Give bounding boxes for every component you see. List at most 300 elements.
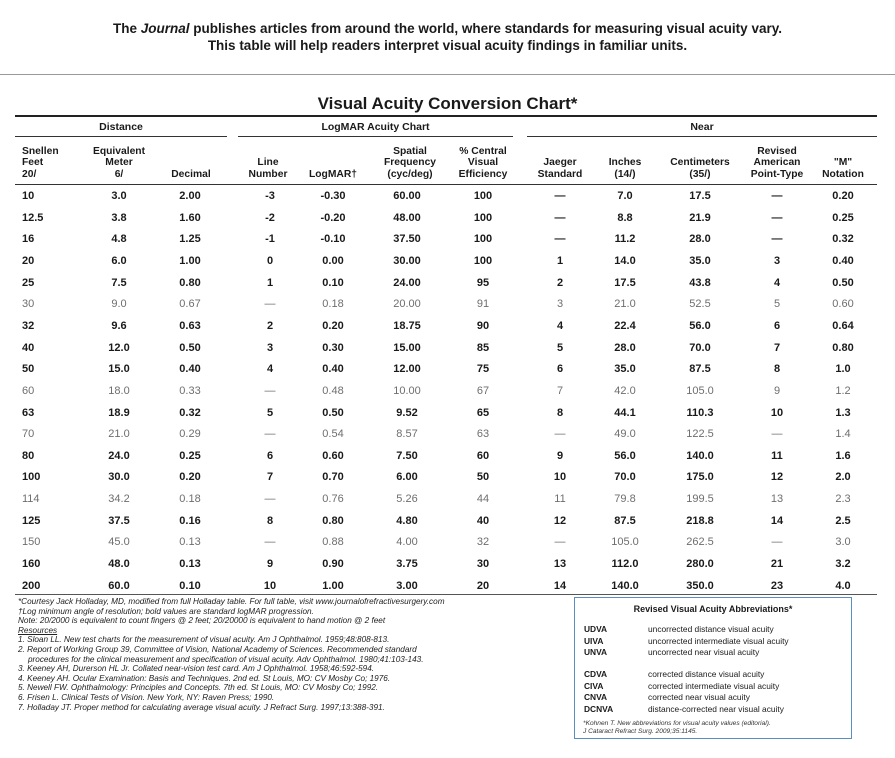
table-cell: 12 xyxy=(553,514,567,527)
table-cell: 9 xyxy=(556,449,564,462)
table-cell: 12.5 xyxy=(22,211,44,224)
table-cell: 0.25 xyxy=(832,211,854,224)
table-cell: 67 xyxy=(476,384,490,397)
table-cell: 3.2 xyxy=(835,558,851,571)
title-rule xyxy=(15,115,877,117)
table-cell: 0.29 xyxy=(179,428,201,441)
table-cell: 60 xyxy=(22,384,35,397)
table-cell: 2.00 xyxy=(179,190,201,202)
table-cell: 17.5 xyxy=(614,276,636,289)
table-cell: 79.8 xyxy=(614,493,636,506)
table-cell: 23 xyxy=(770,579,784,592)
table-cell: 175.0 xyxy=(686,471,714,484)
table-cell: 15.00 xyxy=(393,341,421,354)
table-cell: 5.26 xyxy=(396,493,418,506)
table-cell: 0.40 xyxy=(832,254,854,267)
table-cell: -0.10 xyxy=(320,233,346,246)
column-header-line: Revised xyxy=(757,145,797,157)
table-cell: 10 xyxy=(263,579,277,592)
table-cell: 87.5 xyxy=(689,363,711,376)
table-cell: — xyxy=(771,428,783,441)
intro-line-1 xyxy=(0,20,895,37)
table-cell: 0.63 xyxy=(179,319,201,332)
table-cell: 91 xyxy=(476,298,490,311)
table-cell: 4.8 xyxy=(111,233,127,246)
table-cell: 18.0 xyxy=(108,384,130,397)
table-cell: 45.0 xyxy=(108,536,130,549)
table-cell: 350.0 xyxy=(686,579,714,592)
table-cell: 100 xyxy=(473,190,493,202)
table-cell: 8.8 xyxy=(617,211,633,224)
table-cell: 63 xyxy=(22,406,35,419)
table-cell: 140.0 xyxy=(611,579,639,592)
group-logmar: LogMAR Acuity Chart xyxy=(321,121,430,133)
table-cell: 1.60 xyxy=(179,211,201,224)
table-cell: 4 xyxy=(266,363,274,376)
table-cell: 7 xyxy=(773,341,781,354)
column-header-line: (14/) xyxy=(614,168,636,180)
intro-line-1-end: publishes articles from around the world, where standards for measuring visual acuity vary. xyxy=(189,21,782,36)
table-cell: — xyxy=(554,428,566,441)
table-cell: 21.0 xyxy=(614,298,636,311)
group-rule-near xyxy=(527,136,877,137)
table-cell: 3.0 xyxy=(111,190,127,202)
table-cell: 125 xyxy=(22,514,41,527)
table-cell: 0.13 xyxy=(179,558,201,571)
table-cell: 37.5 xyxy=(108,514,130,527)
abbreviation-row xyxy=(584,669,844,680)
table-cell: 0.00 xyxy=(322,254,344,267)
table-cell: 28.0 xyxy=(689,233,711,246)
table-cell: 4.80 xyxy=(396,514,418,527)
column-header-line: "M" xyxy=(833,157,853,168)
column-header-line: American xyxy=(753,157,801,168)
abbreviations-footnote-line-1: *Kohnen T. New abbreviations for visual acuity values (editorial). xyxy=(583,720,771,727)
table-cell: 43.8 xyxy=(689,276,711,289)
column-header xyxy=(22,146,59,181)
abbreviation-code: UIVA xyxy=(584,635,604,646)
table-cell: 4 xyxy=(773,276,781,289)
table-cell: 0.48 xyxy=(322,384,344,397)
abbreviation-description: uncorrected distance visual acuity xyxy=(648,624,774,634)
table-cell: 0.60 xyxy=(832,298,854,311)
table-cell: 60.0 xyxy=(108,579,130,592)
column-header-line: Meter xyxy=(105,157,133,168)
table-cell: 0.20 xyxy=(832,190,854,202)
table-cell: — xyxy=(264,384,276,397)
table-cell: 13 xyxy=(553,558,567,571)
table-cell: 9.6 xyxy=(111,319,127,332)
table-cell: 1.00 xyxy=(179,254,201,267)
table-cell: 30.00 xyxy=(393,254,421,267)
table-cell: 160 xyxy=(22,558,41,571)
column-header-line: (35/) xyxy=(689,168,711,180)
footnote-line: procedures for the clinical measurement and specification of visual acuity. Adv Ophthalmol. 1980;41:103-143. xyxy=(28,654,424,664)
table-cell: 24.00 xyxy=(393,276,421,289)
table-cell: 18.75 xyxy=(393,319,421,332)
table-cell: 7 xyxy=(266,471,274,484)
table-cell: 6.00 xyxy=(396,471,418,484)
table-cell: 4.0 xyxy=(835,579,851,592)
column-header-line: (cyc/deg) xyxy=(387,168,433,180)
table-cell: 114 xyxy=(22,493,40,506)
column-header-line: 6/ xyxy=(114,168,124,180)
column-header-line: LogMAR† xyxy=(308,168,358,180)
table-cell: 56.0 xyxy=(614,449,636,462)
table-cell: 0.67 xyxy=(179,298,201,311)
table-cell: 1.00 xyxy=(322,579,344,592)
column-header-line: Standard xyxy=(537,168,583,180)
table-cell: 6.0 xyxy=(111,254,127,267)
table-cell: 100 xyxy=(473,254,493,267)
table-cell: 0.50 xyxy=(322,406,344,419)
footnote-line: 6. Frisen L. Clinical Tests of Vision. New York, NY: Raven Press; 1990. xyxy=(18,692,275,702)
table-cell: 87.5 xyxy=(614,514,636,527)
table-cell: 24.0 xyxy=(108,449,130,462)
table-cell: 2 xyxy=(266,319,274,332)
table-cell: 15.0 xyxy=(108,363,130,376)
table-cell: 11 xyxy=(554,493,566,506)
table-cell: 10 xyxy=(770,406,784,419)
table-cell: 30.0 xyxy=(108,471,130,484)
table-cell: 0.10 xyxy=(322,276,344,289)
intro-line-2: This table will help readers interpret visual acuity findings in familiar units. xyxy=(207,38,688,53)
table-cell: 5 xyxy=(773,298,781,311)
column-header-line: Equivalent xyxy=(92,145,146,157)
footnote-line: 7. Holladay JT. Proper method for calculating average visual acuity. J Refract Surg. 1997;13:388-391. xyxy=(18,702,385,712)
footnotes xyxy=(18,597,568,712)
column-header-line: Line xyxy=(257,157,279,168)
table-cell: 4 xyxy=(556,319,564,332)
column-header-line: Visual xyxy=(467,157,499,168)
table-cell: 9 xyxy=(773,384,781,397)
table-cell: 0.32 xyxy=(832,233,854,246)
group-rule-logmar xyxy=(238,136,513,137)
table-cell: -2 xyxy=(265,211,275,224)
table-cell: 2 xyxy=(556,276,564,289)
table-cell: 30 xyxy=(476,558,490,571)
footnote-line: 3. Keeney AH, Durerson HL Jr. Collated near-vision test card. Am J Ophthalmol. 1958;46:592-594. xyxy=(18,664,375,674)
column-header-line: Inches xyxy=(608,157,642,168)
table-cell: 4.00 xyxy=(396,536,418,549)
table-cell: 0.25 xyxy=(179,449,201,462)
table-cell: 44.1 xyxy=(614,406,636,419)
table-bottom-rule xyxy=(15,594,877,595)
table-cell: 40 xyxy=(22,341,35,354)
abbreviation-row xyxy=(584,624,844,635)
table-cell: 9.52 xyxy=(396,406,418,419)
table-cell: 70.0 xyxy=(689,341,711,354)
table-cell: 25 xyxy=(22,276,35,289)
group-near: Near xyxy=(690,121,714,133)
table-cell: 95 xyxy=(476,276,490,289)
abbreviation-row xyxy=(584,704,844,715)
table-cell: 0.64 xyxy=(832,319,854,332)
table-cell: — xyxy=(771,536,783,549)
table-cell: 40 xyxy=(476,514,490,527)
table-cell: 3.8 xyxy=(111,211,127,224)
abbreviation-description: corrected intermediate visual acuity xyxy=(648,680,780,691)
table-cell: 8.57 xyxy=(396,428,418,441)
column-header-line: 20/ xyxy=(22,168,37,180)
table-cell: 0.70 xyxy=(322,471,344,484)
table-cell: 63 xyxy=(476,428,490,441)
abbreviations-box xyxy=(574,597,852,739)
table-cell: 44 xyxy=(476,493,490,506)
table-cell: 262.5 xyxy=(686,536,714,549)
table-cell: 35.0 xyxy=(614,363,636,376)
column-header-line: Snellen xyxy=(22,145,59,157)
table-cell: 65 xyxy=(476,406,490,419)
table-cell: 50 xyxy=(22,363,35,376)
table-cell: 112.0 xyxy=(611,558,639,571)
table-cell: 0.54 xyxy=(322,428,344,441)
table-cell: 0.40 xyxy=(322,363,344,376)
table-cell: 37.50 xyxy=(393,233,421,246)
footnote-line: 1. Sloan LL. New test charts for the measurement of visual acuity. Am J Ophthalmol. 1959;48:808-813. xyxy=(18,635,390,645)
table-cell: 1 xyxy=(266,276,274,289)
footnote-line: 2. Report of Working Group 39, Committee of Vision, National Academy of Sciences. Recommended standard xyxy=(18,644,417,654)
footnote-line: †Log minimum angle of resolution; bold values are standard logMAR progression. xyxy=(18,606,314,616)
abbreviation-row xyxy=(584,636,844,647)
footnote-line: 5. Newell FW. Ophthalmology: Principles and Concepts. 7th ed. St Louis, MO: CV Mosby Co; 1992. xyxy=(18,683,379,693)
column-header-line: Frequency xyxy=(383,157,437,168)
table-cell: 110.3 xyxy=(686,406,714,419)
table-cell: 0.88 xyxy=(322,536,344,549)
table-cell: 22.4 xyxy=(614,319,636,332)
table-cell: 0.90 xyxy=(322,558,344,571)
table-cell: 49.0 xyxy=(614,428,636,441)
table-cell: 48.0 xyxy=(108,558,130,571)
table-cell: 18.9 xyxy=(108,406,130,419)
table-cell: 0.32 xyxy=(179,406,201,419)
table-cell: 0.18 xyxy=(179,493,201,506)
table-cell: 8 xyxy=(773,363,781,376)
table-cell: 218.8 xyxy=(686,514,714,527)
table-cell: 0.80 xyxy=(179,276,201,289)
table-cell: 56.0 xyxy=(689,319,711,332)
table-cell: 1.3 xyxy=(835,406,851,419)
table-cell: 3 xyxy=(266,341,274,354)
table-cell: 5 xyxy=(556,341,564,354)
table-cell: 0.60 xyxy=(322,449,344,462)
table-cell: 105.0 xyxy=(611,536,639,549)
table-cell: 2.0 xyxy=(835,471,851,484)
table-cell: — xyxy=(554,190,566,202)
table-cell: 2.3 xyxy=(835,493,851,506)
table-cell: 0.20 xyxy=(322,319,344,332)
table-cell: 9 xyxy=(266,558,274,571)
footnote-line: Resources xyxy=(18,625,58,635)
table-cell: 35.0 xyxy=(689,254,711,267)
table-cell: — xyxy=(771,211,783,224)
table-cell: 6 xyxy=(556,363,564,376)
footnote-line: 4. Keeney AH. Ocular Examination: Basis and Techniques. 2nd ed. St Louis, MO: CV Mosby Co; 1976. xyxy=(18,673,391,683)
table-cell: 12.00 xyxy=(393,363,421,376)
abbreviation-row xyxy=(584,692,844,703)
abbreviation-code: CIVA xyxy=(584,680,604,691)
column-header-line: Spatial xyxy=(393,145,427,157)
abbreviation-row xyxy=(584,647,844,658)
table-cell: 20 xyxy=(476,579,490,592)
table-cell: 6 xyxy=(773,319,781,332)
table-cell: 34.2 xyxy=(108,493,130,506)
table-cell: 14.0 xyxy=(614,254,636,267)
table-cell: 0.10 xyxy=(179,579,201,592)
table-cell: 0.30 xyxy=(322,341,344,354)
table-cell: 3 xyxy=(773,254,781,267)
abbreviation-description: uncorrected intermediate visual acuity xyxy=(648,635,789,646)
table-cell: 0.80 xyxy=(832,341,854,354)
table-cell: 1 xyxy=(556,254,564,267)
table-cell: 50 xyxy=(476,471,490,484)
header-rule xyxy=(15,184,877,185)
group-rule-distance xyxy=(15,136,227,137)
table-cell: 10.00 xyxy=(393,384,421,397)
table-cell: 100 xyxy=(22,471,41,484)
table-cell: 85 xyxy=(476,341,490,354)
table-cell: — xyxy=(264,536,276,549)
column-header-line: Number xyxy=(248,168,288,180)
table-cell: 20.00 xyxy=(393,298,421,311)
table-cell: 60.00 xyxy=(393,190,421,202)
abbreviation-code: CNVA xyxy=(584,692,608,702)
table-cell: 8 xyxy=(556,406,564,419)
column-header-line: Jaeger xyxy=(543,157,577,168)
table-cell: 12.0 xyxy=(108,341,130,354)
table-cell: — xyxy=(264,428,276,441)
table-cell: 0 xyxy=(266,254,274,267)
table-cell: 6 xyxy=(266,449,274,462)
table-cell: 105.0 xyxy=(686,384,714,397)
table-cell: 80 xyxy=(22,449,35,462)
abbreviations-footnote-line-2: J Cataract Refract Surg. 2009;35:1145. xyxy=(583,728,698,735)
table-cell: -3 xyxy=(265,190,275,202)
table-cell: 8 xyxy=(266,514,274,527)
abbreviation-code: CDVA xyxy=(584,669,608,679)
column-header-line: Decimal xyxy=(171,168,211,180)
table-cell: 0.76 xyxy=(322,493,344,506)
table-cell: 42.0 xyxy=(614,384,636,397)
footnote-line: *Courtesy Jack Holladay, MD, modified from full Holladay table. For full table, visit www.journalofrefractivesurgery.com xyxy=(18,597,445,606)
table-cell: 21.9 xyxy=(689,211,711,224)
column-header-line: Point-Type xyxy=(750,168,804,180)
table-cell: 7 xyxy=(556,384,564,397)
table-cell: 7.5 xyxy=(111,276,127,289)
table-cell: 21 xyxy=(770,558,784,571)
table-cell: 20 xyxy=(22,254,35,267)
group-distance: Distance xyxy=(99,121,143,133)
table-cell: -1 xyxy=(265,233,275,246)
table-cell: 5 xyxy=(266,406,274,419)
table-cell: 2.5 xyxy=(835,514,851,527)
table-cell: 0.16 xyxy=(179,514,201,527)
table-cell: 150 xyxy=(22,536,41,549)
table-cell: 3.00 xyxy=(396,579,418,592)
table-cell: 199.5 xyxy=(686,493,714,506)
table-cell: 140.0 xyxy=(686,449,714,462)
table-cell: 200 xyxy=(22,579,41,592)
table-cell: 0.20 xyxy=(179,471,201,484)
table-cell: -0.30 xyxy=(320,190,346,202)
table-cell: 52.5 xyxy=(689,298,711,311)
abbreviation-description: distance-corrected near visual acuity xyxy=(648,703,784,714)
intro-line-1-start: The xyxy=(113,21,141,36)
table-cell: 70 xyxy=(22,428,35,441)
table-cell: 1.0 xyxy=(835,363,851,376)
abbreviation-description: uncorrected near visual acuity xyxy=(648,647,760,657)
table-cell: — xyxy=(554,211,566,224)
chart-title: Visual Acuity Conversion Chart* xyxy=(317,94,578,113)
intro-text xyxy=(0,20,895,54)
table-cell: — xyxy=(264,493,276,506)
table-cell: 90 xyxy=(476,319,490,332)
table-cell: 122.5 xyxy=(686,428,714,441)
table-cell: 0.40 xyxy=(179,363,201,376)
abbreviations-footnote xyxy=(583,720,845,736)
table-cell: 280.0 xyxy=(686,558,714,571)
table-cell: 1.25 xyxy=(179,233,201,246)
footnote-line: Note: 20/2000 is equivalent to count fingers @ 2 feet; 20/20000 is equivalent to hand motion @ 2 feet xyxy=(18,616,386,626)
table-cell: 70.0 xyxy=(614,471,636,484)
top-divider xyxy=(0,74,895,75)
table-cell: 9.0 xyxy=(111,298,127,311)
intro-journal-name: Journal xyxy=(140,21,190,36)
column-header-line: % Central xyxy=(459,145,507,157)
table-cell: — xyxy=(771,233,783,246)
table-cell: 7.50 xyxy=(396,449,418,462)
table-cell: — xyxy=(554,536,566,549)
column-header-line: Efficiency xyxy=(458,168,508,180)
table-cell: 48.00 xyxy=(393,211,421,224)
table-cell: 21.0 xyxy=(108,428,130,441)
column-header-line: Notation xyxy=(822,168,864,180)
table-cell: 3.0 xyxy=(835,536,851,549)
table-cell: 28.0 xyxy=(614,341,636,354)
table-cell: 17.5 xyxy=(689,190,711,202)
table-cell: 11 xyxy=(771,449,783,462)
table-cell: 14 xyxy=(553,579,567,592)
table-cell: 75 xyxy=(476,363,490,376)
abbreviation-description: corrected near visual acuity xyxy=(648,692,750,702)
table-cell: 1.4 xyxy=(835,428,851,441)
table-cell: 13 xyxy=(770,493,784,506)
column-header-line: Centimeters xyxy=(670,157,730,168)
table-cell: 7.0 xyxy=(617,190,633,202)
table-cell: 0.18 xyxy=(322,298,344,311)
abbreviation-code: UNVA xyxy=(584,647,608,657)
table-cell: 16 xyxy=(22,233,35,246)
table-cell: 32 xyxy=(22,319,35,332)
table-cell: — xyxy=(264,298,276,311)
abbreviation-description: corrected distance visual acuity xyxy=(648,669,765,679)
abbreviation-code: UDVA xyxy=(584,624,608,634)
table-cell: 1.2 xyxy=(835,384,851,397)
table-cell: 3.75 xyxy=(396,558,418,571)
table-cell: 100 xyxy=(473,211,493,224)
table-cell: 100 xyxy=(473,233,493,246)
column-header xyxy=(798,157,888,180)
abbreviation-code: DCNVA xyxy=(584,703,614,714)
table-cell: 0.50 xyxy=(832,276,854,289)
table-cell: 1.6 xyxy=(835,449,851,462)
table-cell: 0.13 xyxy=(179,536,201,549)
table-cell: — xyxy=(771,190,783,202)
table-cell: -0.20 xyxy=(320,211,346,224)
table-cell: — xyxy=(554,233,566,246)
column-header-line: Feet xyxy=(22,157,44,168)
table-cell: 3 xyxy=(556,298,564,311)
